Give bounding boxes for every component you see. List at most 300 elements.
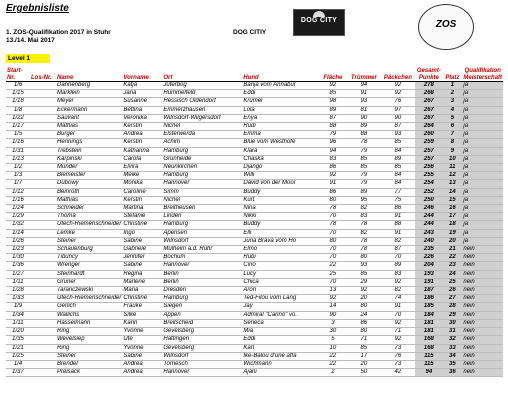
table-cell: Gevelsberg (162, 344, 242, 352)
table-cell: Neunkirchen (162, 164, 242, 172)
table-cell: Sabine (122, 262, 162, 270)
table-cell: nein (462, 287, 503, 295)
column-header: Platz (445, 74, 460, 81)
table-cell: David von der Moor (242, 180, 318, 188)
table-cell: 15 (442, 196, 462, 204)
table-cell: nein (462, 254, 503, 262)
table-cell: Rubi (242, 254, 318, 262)
table-cell: 2 (442, 90, 462, 98)
table-cell: 1/36 (6, 262, 30, 270)
table-cell: 89 (347, 188, 380, 196)
table-cell: nein (462, 262, 503, 270)
table-cell: 78 (347, 221, 380, 229)
table-cell: 1/18 (6, 98, 30, 106)
page-title: Ergebnisliste (6, 3, 69, 14)
table-cell (30, 369, 56, 377)
table-cell: 92 (380, 319, 415, 327)
table-cell: 70 (318, 213, 347, 221)
table-cell (30, 254, 56, 262)
table-cell: Mathias (56, 196, 122, 204)
table-cell (30, 205, 56, 213)
table-cell: 2 (318, 369, 347, 377)
table-row (6, 278, 503, 286)
table-cell: 70 (318, 278, 347, 286)
table-cell: Steiner (56, 352, 122, 360)
table-row (6, 229, 503, 237)
table-cell: Silke (122, 311, 162, 319)
table-cell: Nina (242, 205, 318, 213)
table-cell: 267 (415, 114, 442, 122)
table-cell: nein (462, 344, 503, 352)
table-cell: 22 (318, 360, 347, 368)
table-cell: 36 (442, 369, 462, 377)
table-cell: Christine (122, 221, 162, 229)
table-cell: 18 (442, 221, 462, 229)
table-cell: ja (462, 229, 503, 237)
table-cell: 89 (380, 262, 415, 270)
table-cell: Apensen (162, 229, 242, 237)
table-cell: Tornesch (162, 360, 242, 368)
table-cell: 8 (442, 139, 462, 147)
table-cell: Hamburg (162, 172, 242, 180)
level-badge: Level 1 (6, 54, 50, 63)
table-cell: Ike-Balou d'une affa (242, 352, 318, 360)
table-cell: 1/27 (6, 270, 30, 278)
table-cell: 5 (442, 114, 462, 122)
table-row (6, 139, 503, 147)
table-cell: 259 (415, 139, 442, 147)
table-row (6, 336, 503, 344)
table-cell: Frauke (122, 303, 162, 311)
table-cell: 91 (347, 90, 380, 98)
table-cell: Preisack (56, 369, 122, 377)
table-cell (30, 155, 56, 163)
table-row (6, 90, 503, 98)
table-cell: Kerstin (122, 196, 162, 204)
table-cell: 76 (380, 98, 415, 106)
table-cell: Chica (242, 278, 318, 286)
table-row (6, 246, 503, 254)
table-cell: Banja vom Annabur (242, 82, 318, 90)
table-cell: ja (462, 213, 503, 221)
table-cell (30, 164, 56, 172)
table-cell: 193 (415, 270, 442, 278)
table-cell (30, 319, 56, 327)
table-cell: Stefanie (122, 213, 162, 221)
table-cell: Achim (162, 139, 242, 147)
column-header: Hund (243, 74, 259, 81)
table-cell: Berlin (162, 270, 242, 278)
table-cell: 1/30 (6, 254, 30, 262)
table-cell: Hennings (56, 139, 122, 147)
table-cell (30, 278, 56, 286)
table-cell: 87 (380, 246, 415, 254)
table-cell: 1 (442, 82, 462, 90)
table-cell: Hannover (162, 262, 242, 270)
table-cell: 83 (318, 155, 347, 163)
table-cell: 82 (380, 287, 415, 295)
table-cell: Emma (242, 131, 318, 139)
table-cell: Krümel (242, 98, 318, 106)
table-cell: 90 (380, 114, 415, 122)
column-header: Trümmer (350, 74, 377, 81)
table-row (6, 303, 503, 311)
table-cell: 19 (442, 229, 462, 237)
table-cell: nein (462, 319, 503, 327)
table-row (6, 188, 503, 196)
table-cell: 86 (318, 164, 347, 172)
table-cell: 81 (347, 106, 380, 114)
table-cell: 16 (442, 205, 462, 213)
table-cell: Willi (242, 172, 318, 180)
table-cell: ja (462, 221, 503, 229)
table-cell: 185 (415, 303, 442, 311)
table-cell: 87 (380, 123, 415, 131)
table-cell: 1/17 (6, 123, 30, 131)
table-cell: Schneider (56, 205, 122, 213)
table-cell: 79 (347, 180, 380, 188)
table-cell: 252 (415, 188, 442, 196)
table-cell: 92 (380, 82, 415, 90)
table-cell: 250 (415, 196, 442, 204)
table-cell: Elli (242, 229, 318, 237)
table-cell: 31 (442, 328, 462, 336)
table-cell: 27 (442, 295, 462, 303)
table-cell: 1/24 (6, 205, 30, 213)
table-cell: 168 (415, 336, 442, 344)
table-cell: 17 (347, 352, 380, 360)
table-cell: 24 (347, 311, 380, 319)
table-cell: Lola (242, 106, 318, 114)
table-cell: 91 (318, 180, 347, 188)
table-cell: Karin (122, 319, 162, 327)
table-cell: 85 (380, 164, 415, 172)
table-cell: Yvonne (122, 344, 162, 352)
table-cell: 42 (380, 369, 415, 377)
table-cell: 1/21 (6, 344, 30, 352)
table-cell: Kerstin (122, 123, 162, 131)
table-cell: Karl (242, 344, 318, 352)
table-cell: 12 (442, 172, 462, 180)
table-row (6, 328, 503, 336)
dogcity-logo (293, 9, 345, 36)
table-cell: Elsterwerda (162, 131, 242, 139)
table-cell: Breitscheid (162, 319, 242, 327)
table-cell: 80 (318, 196, 347, 204)
table-cell: Lemke (56, 229, 122, 237)
table-cell: 93 (347, 262, 380, 270)
table-cell (30, 180, 56, 188)
table-cell: 1/29 (6, 213, 30, 221)
table-cell: Jana (122, 90, 162, 98)
table-cell: 79 (318, 131, 347, 139)
column-header: Vorname (123, 74, 149, 81)
table-cell: 246 (415, 205, 442, 213)
table-cell: Kurt (242, 196, 318, 204)
table-cell: 93 (347, 98, 380, 106)
table-cell: 84 (380, 180, 415, 188)
table-row (6, 164, 503, 172)
table-cell: 10 (442, 155, 462, 163)
table-cell: 70 (318, 229, 347, 237)
table-cell: 13 (318, 287, 347, 295)
table-cell: 1/6 (6, 82, 30, 90)
table-cell: 85 (380, 139, 415, 147)
table-cell: 1/9 (6, 303, 30, 311)
table-cell (30, 172, 56, 180)
table-cell: Burger (56, 131, 122, 139)
table-cell: 181 (415, 328, 442, 336)
table-cell: 95 (347, 196, 380, 204)
table-cell: 254 (415, 180, 442, 188)
table-cell: ja (462, 155, 503, 163)
table-cell: 1/11 (6, 278, 30, 286)
table-cell: Chaska (242, 155, 318, 163)
table-cell: 187 (415, 287, 442, 295)
table-cell: Django (242, 164, 318, 172)
table-cell: 79 (347, 147, 380, 155)
table-cell (30, 213, 56, 221)
table-cell: ja (462, 237, 503, 245)
table-cell: Maria (122, 287, 162, 295)
table-row (6, 360, 503, 368)
table-cell: Caroline (122, 188, 162, 196)
table-cell: Siegen (162, 303, 242, 311)
table-cell: Beinroth (56, 188, 122, 196)
table-cell: 82 (347, 229, 380, 237)
table-cell: Hummelfeld (162, 90, 242, 98)
table-cell: 87 (318, 114, 347, 122)
table-cell: 89 (380, 155, 415, 163)
table-cell: Steinhardt (56, 270, 122, 278)
table-cell: 20 (442, 237, 462, 245)
table-row (6, 172, 503, 180)
results-table (6, 66, 503, 377)
table-cell: Sabine (122, 237, 162, 245)
table-cell: Yvonne (122, 328, 162, 336)
table-cell: 22 (318, 352, 347, 360)
table-cell: 235 (415, 246, 442, 254)
table-cell: Berlin (162, 278, 242, 286)
column-header: Ort (163, 74, 173, 81)
table-cell: 244 (415, 213, 442, 221)
table-cell: 1/2 (6, 164, 30, 172)
zos-logo (418, 4, 474, 50)
table-cell: 93 (380, 131, 415, 139)
table-cell: ja (462, 147, 503, 155)
table-cell: Meyer (56, 98, 122, 106)
table-cell: 73 (380, 344, 415, 352)
table-cell: 33 (442, 344, 462, 352)
table-row (6, 262, 503, 270)
table-cell: ja (462, 180, 503, 188)
table-cell: nein (462, 336, 503, 344)
table-cell: 1/35 (6, 336, 30, 344)
table-cell: Buddy (242, 221, 318, 229)
table-cell: 1/14 (6, 229, 30, 237)
table-cell (30, 246, 56, 254)
table-cell: 92 (380, 278, 415, 286)
table-cell: 78 (347, 246, 380, 254)
table-cell: 1/3 (6, 172, 30, 180)
table-cell: ja (462, 98, 503, 106)
table-cell: 3 (442, 98, 462, 106)
table-cell: Taranczewski (56, 287, 122, 295)
table-cell: 30 (318, 328, 347, 336)
table-cell: Trebstein (56, 147, 122, 155)
table-cell (30, 328, 56, 336)
table-cell: Grünheide (162, 155, 242, 163)
table-cell: 75 (380, 196, 415, 204)
table-cell: Aron (242, 287, 318, 295)
table-row (6, 131, 503, 139)
table-cell: Hattingen (162, 336, 242, 344)
table-cell: nein (462, 270, 503, 278)
table-cell: 257 (415, 147, 442, 155)
table-cell: 86 (318, 188, 347, 196)
table-cell: Regina (122, 270, 162, 278)
table-cell: 9 (442, 147, 462, 155)
table-cell: 1/32 (6, 221, 30, 229)
table-cell: Schauenburg (56, 246, 122, 254)
table-cell: 83 (380, 270, 415, 278)
table-cell: 90 (347, 114, 380, 122)
table-cell (30, 352, 56, 360)
table-cell: Wallichs (56, 311, 122, 319)
table-cell: Gerlich (56, 303, 122, 311)
table-cell: Carola (122, 155, 162, 163)
table-cell: 1/12 (6, 188, 30, 196)
table-cell: 22 (318, 262, 347, 270)
table-cell: Hasselmann (56, 319, 122, 327)
table-cell: Andrea (122, 360, 162, 368)
table-cell: Elvira (122, 164, 162, 172)
table-cell: 78 (318, 221, 347, 229)
table-cell: 91 (380, 303, 415, 311)
table-cell: Rudi (242, 123, 318, 131)
table-cell: 79 (347, 172, 380, 180)
table-cell: Elmo (242, 246, 318, 254)
table-cell: 94 (415, 369, 442, 377)
table-header-row (6, 66, 503, 82)
table-cell (30, 106, 56, 114)
table-cell: 1/5 (6, 131, 30, 139)
event-title: 1. ZOS-Qualifikation 2017 in Stuhr (6, 29, 111, 36)
table-cell: Dannenberg (56, 82, 122, 90)
table-cell: Marklein (56, 90, 122, 98)
table-row (6, 82, 503, 90)
table-cell: ja (462, 114, 503, 122)
table-cell: nein (462, 303, 503, 311)
table-row (6, 155, 503, 163)
table-cell: nein (462, 295, 503, 303)
table-cell: 29 (347, 278, 380, 286)
table-cell: 78 (347, 139, 380, 147)
table-cell: Buddy (242, 188, 318, 196)
table-cell: 92 (318, 82, 347, 90)
table-cell: 32 (442, 336, 462, 344)
table-cell: Ted-Filou vom Lang (242, 295, 318, 303)
table-cell: 1/23 (6, 246, 30, 254)
table-cell: Enya (242, 114, 318, 122)
table-row (6, 205, 503, 213)
table-row (6, 311, 503, 319)
organizer-name: DOG CITIY (233, 29, 267, 36)
table-cell: 7 (442, 131, 462, 139)
table-cell: Christine (122, 295, 162, 303)
table-cell: 1/33 (6, 295, 30, 303)
table-row (6, 221, 503, 229)
table-cell: 71 (347, 336, 380, 344)
table-cell: 25 (442, 278, 462, 286)
table-cell: 80 (347, 254, 380, 262)
table-cell: 115 (415, 360, 442, 368)
table-cell: Jüterbog (162, 82, 242, 90)
table-cell: 82 (347, 205, 380, 213)
table-cell: 88 (380, 221, 415, 229)
table-cell: 30 (442, 319, 462, 327)
table-cell: 244 (415, 221, 442, 229)
table-row (6, 319, 503, 327)
table-cell: 90 (318, 311, 347, 319)
table-cell: Utech-Riemenschneider (57, 295, 122, 302)
table-cell: 1/28 (6, 287, 30, 295)
table-cell: Hannover (162, 369, 242, 377)
table-row (6, 287, 503, 295)
table-cell: 14 (318, 303, 347, 311)
table-cell: Martina (122, 205, 162, 213)
table-cell: 181 (415, 319, 442, 327)
table-cell (30, 90, 56, 98)
table-cell (30, 82, 56, 90)
table-cell: 84 (380, 172, 415, 180)
table-cell: 1/7 (6, 180, 30, 188)
table-cell: 82 (380, 237, 415, 245)
table-cell: 22 (442, 254, 462, 262)
table-cell: Steiner (56, 237, 122, 245)
table-cell: Andrea (122, 369, 162, 377)
table-cell: Eddi (242, 336, 318, 344)
table-cell: Wichmann (242, 360, 318, 368)
table-cell: 1/13 (6, 155, 30, 163)
table-cell: 3 (318, 319, 347, 327)
table-cell (30, 237, 56, 245)
table-cell: Eckermann (56, 106, 122, 114)
table-cell: Hamburg (162, 221, 242, 229)
table-row (6, 147, 503, 155)
table-cell: Nikki (242, 213, 318, 221)
column-header: Fläche (323, 74, 343, 81)
table-cell (30, 360, 56, 368)
table-cell: 80 (318, 237, 347, 245)
table-cell: 50 (347, 369, 380, 377)
column-header: Gesamt-Punkte (416, 68, 441, 81)
table-cell: 98 (318, 98, 347, 106)
table-cell: 1/22 (6, 114, 30, 122)
table-cell: 1/16 (6, 196, 30, 204)
table-cell: Marlene (122, 278, 162, 286)
table-cell: Tibuncy (56, 254, 122, 262)
table-cell: 71 (380, 328, 415, 336)
table-cell: ja (462, 123, 503, 131)
table-cell (30, 270, 56, 278)
table-cell: ja (462, 196, 503, 204)
table-cell: 5 (318, 336, 347, 344)
table-cell (30, 311, 56, 319)
table-cell: Monika (122, 180, 162, 188)
table-cell: 26 (442, 287, 462, 295)
table-cell: Hamburg (162, 147, 242, 155)
